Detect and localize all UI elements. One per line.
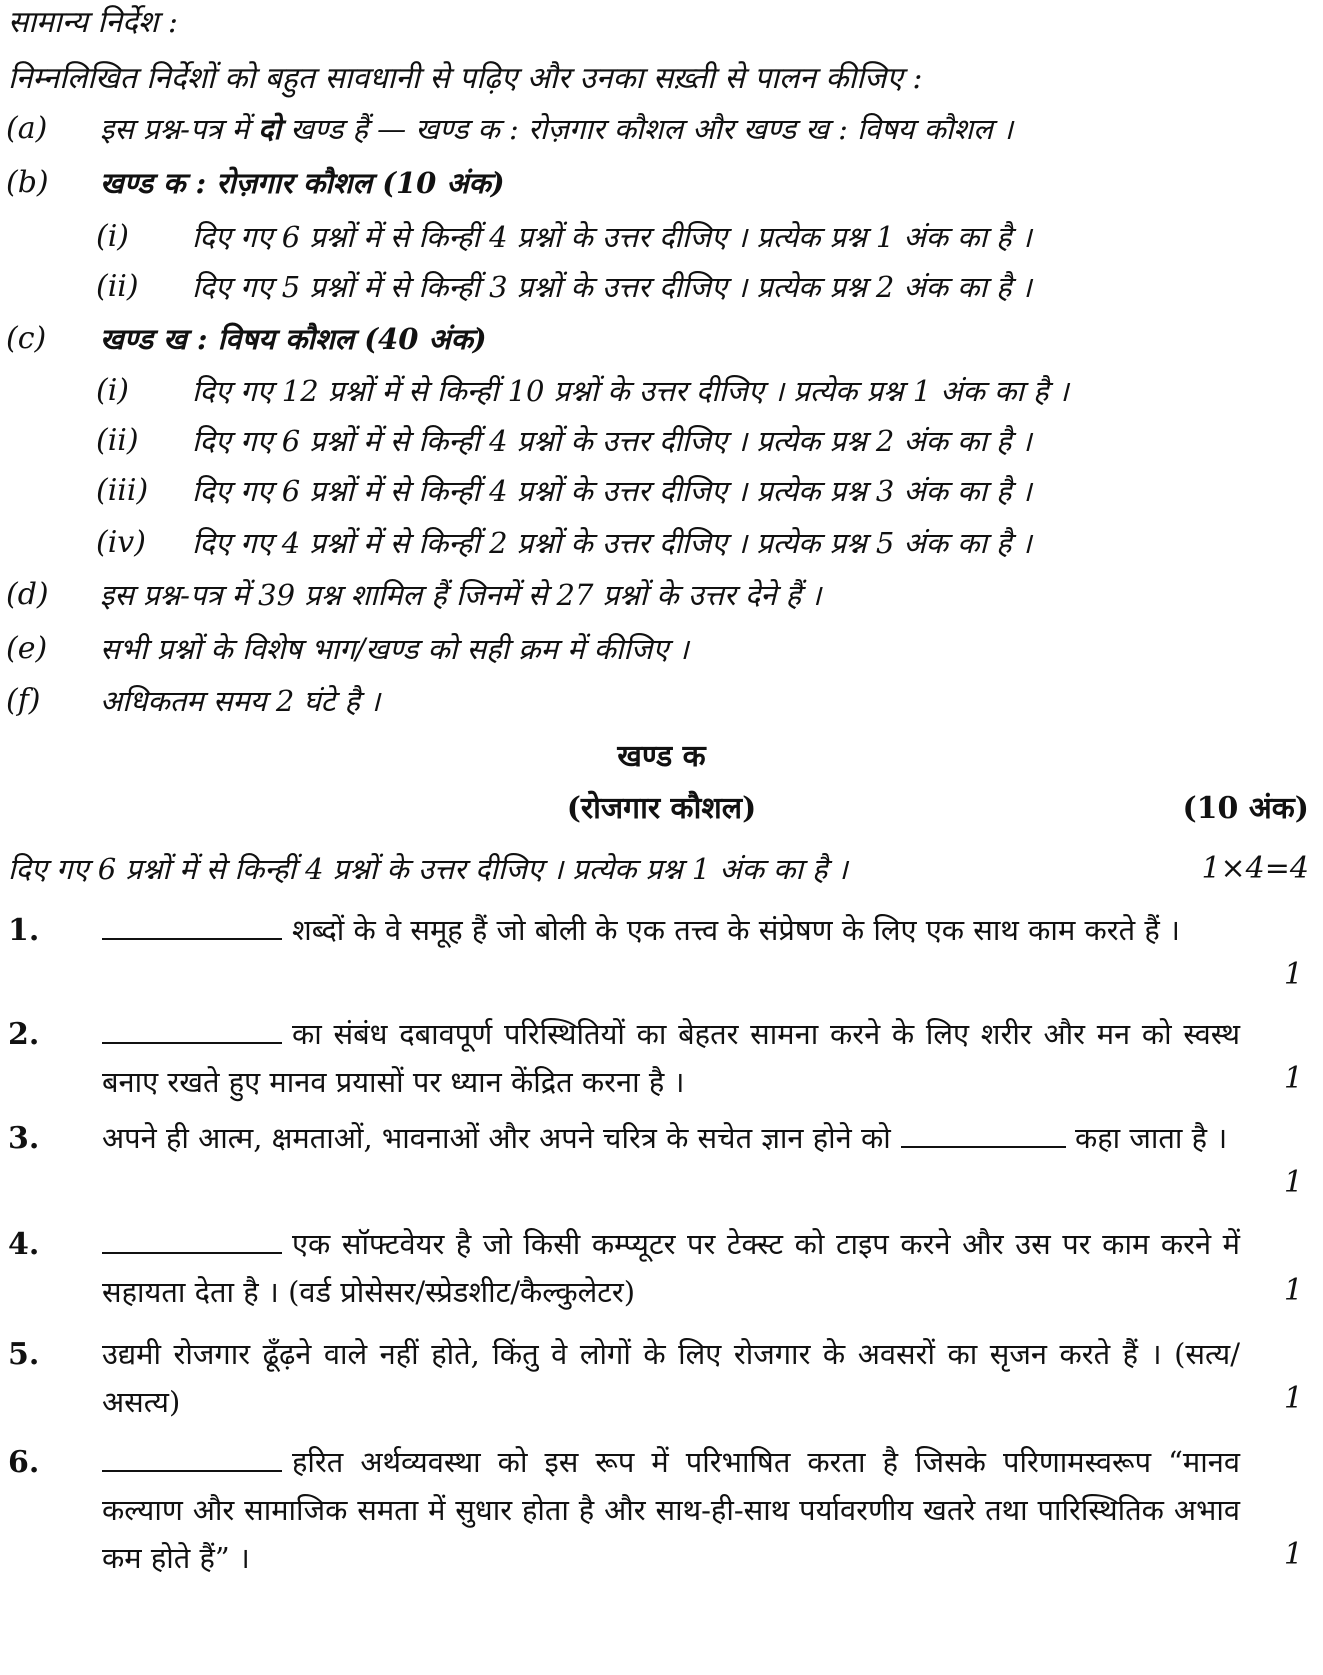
instruction-d-text: इस प्रश्न-पत्र में 39 प्रश्न शामिल हैं जिनमें से 27 प्रश्नों के उत्तर देने हैं ।: [100, 578, 822, 612]
instructions-intro: निम्नलिखित निर्देशों को बहुत सावधानी से पढ़िए और उनका सख़्ती से पालन कीजिए :: [8, 61, 923, 96]
question-6-mark: 1: [1283, 1537, 1303, 1572]
question-4-mark: 1: [1283, 1273, 1303, 1308]
question-6-number: 6.: [8, 1445, 40, 1480]
instruction-c-iv-text: दिए गए 4 प्रश्नों में से किन्हीं 2 प्रश्नों के उत्तर दीजिए । प्रत्येक प्रश्न 5 अंक का है ।: [192, 526, 1032, 560]
instruction-c-iii-text: दिए गए 6 प्रश्नों में से किन्हीं 4 प्रश्नों के उत्तर दीजिए । प्रत्येक प्रश्न 3 अंक का है ।: [192, 474, 1032, 508]
question-5-text: उद्यमी रोजगार ढूँढ़ने वाले नहीं होते, किंतु वे लोगों के लिए रोजगार के अवसरों का सृजन करते हैं । (सत्य/असत्य): [102, 1337, 1240, 1419]
question-3-body-post: कहा जाता है ।: [1074, 1121, 1228, 1155]
question-2-text: [102, 1010, 1240, 1106]
instruction-c-i-text: दिए गए 12 प्रश्नों में से किन्हीं 10 प्रश्नों के उत्तर दीजिए । प्रत्येक प्रश्न 1 अंक का है ।: [192, 374, 1069, 408]
instruction-d-label: (d): [6, 577, 49, 612]
instruction-b-title: खण्ड क : रोज़गार कौशल (10 अंक): [100, 166, 505, 200]
instruction-a-text: [100, 112, 1013, 146]
instruction-c-i-label: (i): [96, 373, 130, 408]
instruction-b-i-text: दिए गए 6 प्रश्नों में से किन्हीं 4 प्रश्नों के उत्तर दीजिए । प्रत्येक प्रश्न 1 अंक का है ।: [192, 220, 1032, 254]
question-1-mark: 1: [1283, 957, 1303, 992]
section-title: खण्ड क: [617, 739, 706, 774]
instruction-f-text: अधिकतम समय 2 घंटे है ।: [100, 684, 381, 718]
instruction-f-label: (f): [6, 683, 41, 718]
question-1-number: 1.: [8, 913, 40, 948]
question-4-body: एक सॉफ्टवेयर है जो किसी कम्प्यूटर पर टेक्स्ट को टाइप करने और उस पर काम करने में सहायता देता है । (वर्ड प्रोसेसर/स्प्रेडशीट/कैल्कुलेटर): [102, 1227, 1240, 1309]
instruction-c-iii-label: (iii): [96, 473, 149, 508]
question-2-mark: 1: [1283, 1061, 1303, 1096]
question-5-number: 5.: [8, 1337, 40, 1372]
instruction-c-iv-label: (iv): [96, 525, 146, 560]
instruction-c-ii-label: (ii): [96, 423, 139, 458]
instruction-c-label: (c): [6, 321, 47, 356]
general-instructions-heading: सामान्य निर्देश :: [8, 5, 178, 40]
answer-blank: [102, 912, 282, 940]
instruction-a-pre: इस प्रश्न-पत्र में: [100, 112, 259, 146]
question-3-mark: 1: [1283, 1165, 1303, 1200]
question-4-number: 4.: [8, 1227, 40, 1262]
instruction-b-i-label: (i): [96, 219, 130, 254]
question-3-text: [102, 1114, 1240, 1162]
instruction-b-label: (b): [6, 165, 49, 200]
instruction-b-ii-label: (ii): [96, 269, 139, 304]
section-marks: (10 अंक): [1182, 791, 1309, 826]
instruction-a-post: खण्ड हैं — खण्ड क : रोज़गार कौशल और खण्ड ख : विषय कौशल ।: [281, 112, 1013, 146]
instruction-e-label: (e): [6, 631, 48, 666]
instruction-e-text: सभी प्रश्नों के विशेष भाग/खण्ड को सही क्रम में कीजिए ।: [100, 632, 689, 666]
answer-blank: [102, 1444, 282, 1472]
question-1-body: शब्दों के वे समूह हैं जो बोली के एक तत्त्व के संप्रेषण के लिए एक साथ काम करते हैं ।: [292, 913, 1180, 947]
question-3-body-pre: अपने ही आत्म, क्षमताओं, भावनाओं और अपने चरित्र के सचेत ज्ञान होने को: [102, 1121, 891, 1155]
question-1-text: [102, 906, 1240, 954]
question-6-text: [102, 1438, 1240, 1582]
instruction-a-label: (a): [6, 111, 48, 146]
answer-blank: [102, 1016, 282, 1044]
section-marks-formula: 1×4=4: [1201, 851, 1309, 886]
instruction-c-ii-text: दिए गए 6 प्रश्नों में से किन्हीं 4 प्रश्नों के उत्तर दीजिए । प्रत्येक प्रश्न 2 अंक का है ।: [192, 424, 1032, 458]
answer-blank: [901, 1120, 1066, 1148]
question-3-number: 3.: [8, 1121, 40, 1156]
answer-blank: [102, 1226, 282, 1254]
instruction-a-bold: दो: [258, 112, 282, 146]
instruction-b-ii-text: दिए गए 5 प्रश्नों में से किन्हीं 3 प्रश्नों के उत्तर दीजिए । प्रत्येक प्रश्न 2 अंक का है ।: [192, 270, 1032, 304]
section-subtitle: (रोजगार कौशल): [566, 791, 757, 826]
question-4-text: [102, 1220, 1240, 1316]
question-6-body: हरित अर्थव्यवस्था को इस रूप में परिभाषित करता है जिसके परिणामस्वरूप “मानव कल्याण और सामाजिक समता में सुधार होता है और साथ-ही-साथ पर्यावरणीय खतरे तथा पारिस्थितिक अभाव कम होते हैं” ।: [102, 1445, 1240, 1575]
section-instruction: दिए गए 6 प्रश्नों में से किन्हीं 4 प्रश्नों के उत्तर दीजिए । प्रत्येक प्रश्न 1 अंक का है ।: [8, 852, 848, 886]
question-2-body: का संबंध दबावपूर्ण परिस्थितियों का बेहतर सामना करने के लिए शरीर और मन को स्वस्थ बनाए रखते हुए मानव प्रयासों पर ध्यान केंद्रित करना है ।: [102, 1017, 1240, 1099]
instruction-c-title: खण्ड ख : विषय कौशल (40 अंक): [100, 322, 487, 356]
question-2-number: 2.: [8, 1017, 40, 1052]
question-5-mark: 1: [1283, 1381, 1303, 1416]
